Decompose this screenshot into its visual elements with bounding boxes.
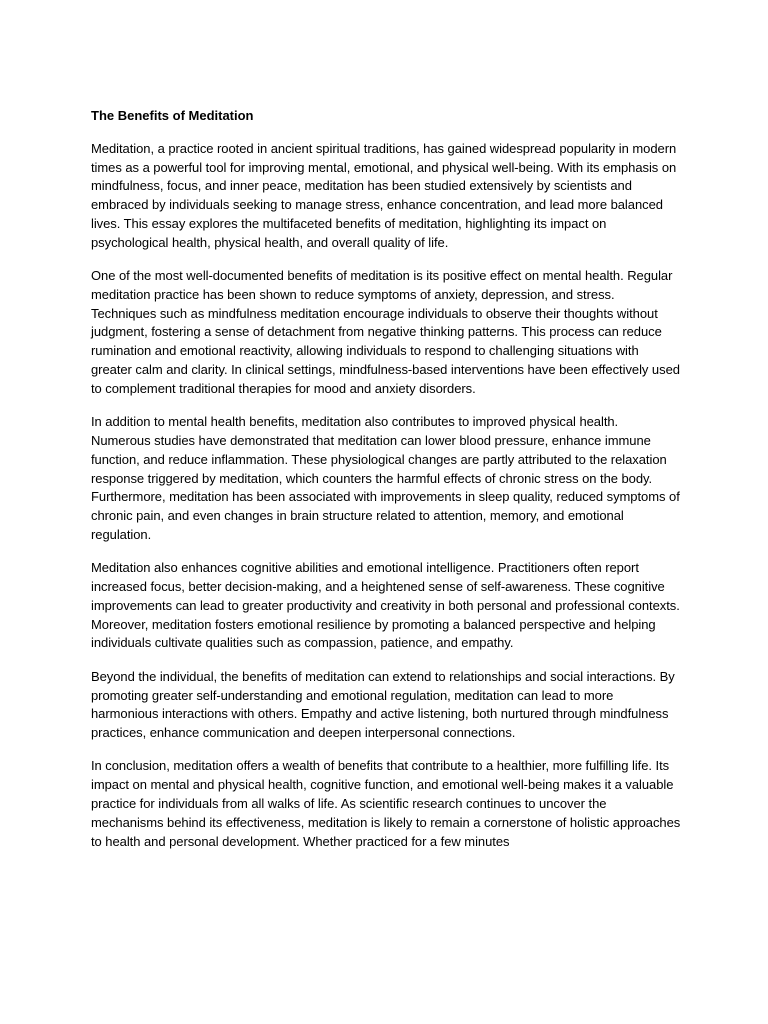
paragraph-introduction: Meditation, a practice rooted in ancient spiritual traditions, has gained widespread popularity in modern times as a powerful tool for improving mental, emotional, and physical well-being. With its emphasis on mindfulness, focus, and inner peace, meditation has been studied extensively by scientists and embraced by individuals seeking to manage stress, enhance concentration, and lead more balanced lives. This essay explores the multifaceted benefits of meditation, highlighting its impact on psychological health, physical health, and overall quality of life. <box>91 140 677 250</box>
paragraph-conclusion: In conclusion, meditation offers a wealth of benefits that contribute to a healthier, more fulfilling life. Its impact on mental and physical health, cognitive function, and emotional well-being makes it a valuable practice for individuals from all walks of life. As scientific research continues to uncover the mechanisms behind its effectiveness, meditation is likely to remain a cornerstone of holistic approaches to health and personal development. Whether practiced for a few minutes <box>91 758 681 849</box>
paragraph-physical-health: In addition to mental health benefits, meditation also contributes to improved physical health. Numerous studies have demonstrated that meditation can lower blood pressure, enhance immune function, and reduce inflammation. These physiological changes are partly attributed to the relaxation response triggered by meditation, which counters the harmful effects of chronic stress on the body. Furthermore, meditation has been associated with improvements in sleep quality, reduced symptoms of chronic pain, and even changes in brain structure related to attention, memory, and emotional regulation. <box>91 414 680 542</box>
document-title: The Benefits of Meditation <box>91 108 254 123</box>
paragraph-mental-health: One of the most well-documented benefits of meditation is its positive effect on mental health. Regular meditation practice has been shown to reduce symptoms of anxiety, depression, and stress. Techniques such as mindfulness meditation encourage individuals to observe their thoughts without judgment, fostering a sense of detachment from negative thinking patterns. This process can reduce rumination and emotional reactivity, allowing individuals to respond to challenging situations with greater calm and clarity. In clinical settings, mindfulness-based interventions have been effectively used to complement traditional therapies for mood and anxiety disorders. <box>91 268 680 396</box>
paragraph-cognitive-abilities: Meditation also enhances cognitive abilities and emotional intelligence. Practitioners often report increased focus, better decision-making, and a heightened sense of self-awareness. These cognitive improvements can lead to greater productivity and creativity in both personal and professional contexts. Moreover, meditation fosters emotional resilience by promoting a balanced perspective and helping individuals cultivate qualities such as compassion, patience, and empathy. <box>91 560 680 651</box>
paragraph-relationships: Beyond the individual, the benefits of meditation can extend to relationships and social interactions. By promoting greater self-understanding and emotional regulation, meditation can lead to more harmonious interactions with others. Empathy and active listening, both nurtured through mindfulness practices, enhance communication and deepen interpersonal connections. <box>91 668 675 741</box>
document-body <box>91 107 681 851</box>
